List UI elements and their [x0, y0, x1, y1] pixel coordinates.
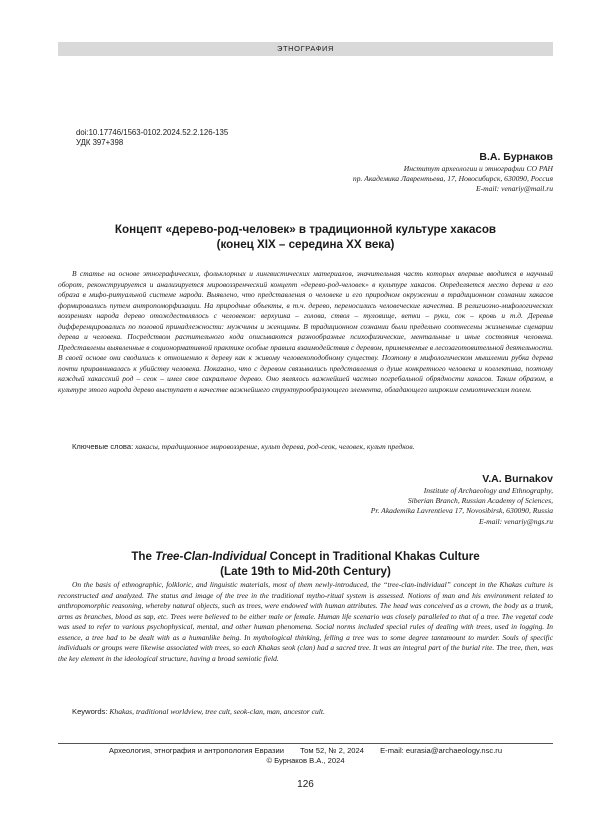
keywords-ru-text: хакасы, традиционное мировоззрение, культ дерева, род-сеок, человек, культ предков.: [135, 442, 415, 451]
udk: УДК 397+398: [76, 138, 124, 147]
title-en-line1: [60, 549, 551, 564]
doi: doi:10.17746/1563-0102.2024.52.2.126-135: [76, 128, 229, 137]
title-en-pre: The: [131, 550, 156, 563]
keywords-ru: [72, 442, 552, 452]
page-number: 126: [297, 779, 314, 790]
author-address-en: Pr. Akademika Lavrentieva 17, Novosibirsk, 630090, Russia: [370, 506, 553, 516]
title-en-italic: Tree-Clan-Individual: [155, 550, 267, 563]
author-affiliation-ru: Институт археологии и этнографии СО РАН: [403, 164, 553, 173]
footer-copyright: © Бурнаков В.А., 2024: [266, 756, 345, 765]
keywords-en-text: Khakas, traditional worldview, tree cult, seok-clan, man, ancestor cult.: [109, 707, 325, 716]
abstract-en: On the basis of ethnographic, folkloric, and linguistic materials, most of them newly-introduced, the “tree-clan-individual” concept in the Khakas culture is reconstructed and analyzed. The status and image of the tree in the traditional mytho-ritual system is assessed. Notions of man and his environment related to anthropomorphic reasoning, whereby natural objects, such as trees, were endowed with human attributes. The head was conceived as a crown, the body as a trunk, arms as branches, blood as sap, etc. Trees were believed to be either male or female. Human life scenario was closely paralleled to that of a tree. The vegetal code was used to refer to various psychophysical, mental, and other human phenomena. Social norms included special rules of dealing with trees, used in logging. In essence, a tree had to be dealt with as a humanlike being. In mythological thinking, felling a tree was to some degree tantamount to murder. Souls of specific individuals or groups were likewise associated with trees, so each Khakas seok (clan) had a sacred tree. It was an integral part of the burial rite. The tree, then, was the key element in the ideological structure, having a broad semiotic field.: [58, 580, 553, 663]
keywords-en-label: Keywords:: [72, 707, 108, 716]
author-email-ru: E-mail: venariy@mail.ru: [475, 184, 553, 194]
section-header: ЭТНОГРАФИЯ: [58, 42, 553, 56]
footer-volume: Том 52, № 2, 2024: [300, 746, 364, 755]
author-affiliation-en-1: Institute of Archaeology and Ethnography,: [423, 486, 553, 495]
article-title-ru: [60, 222, 551, 252]
author-email-en: E-mail: venariy@ngs.ru: [478, 516, 553, 526]
author-block-ru: [193, 150, 553, 195]
title-en-line2: (Late 19th to Mid-20th Century): [220, 565, 391, 578]
author-address-ru: пр. Академика Лаврентьева, 17, Новосибирск, 630090, Россия: [352, 174, 553, 184]
author-name-ru: В.А. Бурнаков: [479, 151, 553, 163]
footer-email: E-mail: eurasia@archaeology.nsc.ru: [380, 746, 503, 755]
author-name-en: V.A. Burnakov: [482, 473, 553, 485]
title-ru-line2: (конец XIX – середина XX века): [216, 238, 395, 251]
keywords-ru-label: Ключевые слова:: [72, 442, 134, 451]
title-en-post: Concept in Traditional Khakas Culture: [266, 550, 480, 563]
footer-divider: [58, 743, 553, 744]
footer-journal-line: [58, 746, 553, 756]
author-affiliation-en-2: Siberian Branch, Russian Academy of Sciences,: [407, 496, 553, 506]
author-block-en: [193, 472, 553, 527]
title-ru-line1: Концепт «дерево-род-человек» в традиционной культуре хакасов: [114, 223, 497, 236]
article-title-en: [60, 549, 551, 579]
article-meta: [76, 128, 228, 148]
keywords-en: [72, 707, 552, 717]
footer-journal: Археология, этнография и антропология Евразии: [108, 746, 284, 755]
abstract-ru: В статье на основе этнографических, фольклорных и лингвистических материалов, значительная часть которых впервые вводится в научный оборот, реконструируется и анализируется мировоззренческий концепт «дерево-род-человек» в культуре хакасов. Определяется место дерева и его образа в мифо-ритуальной системе народа. Выявлено, что представления о человеке и его природном окружении в традиционном сознании хакасов формировались путем антропоморфизации. На природные объекты, в т.ч. дерево, переносились человеческие качества. В религиозно-мифологических воззрениях народа дерево отождествлялось с человеком: верхушка – голова, ствол – туловище, ветки – руки, сок – кровь и т.д. Деревья дифференцировались по половой принадлежности: мужчины и женщины. В традиционном сознании были предельно соотнесены жизненные сценарии дерева и человека. Посредством растительного кода описываются разнообразные психофизические, ментальные и иные состояния человека. Представлены выявленные в соционормативной практике особые правила взаимодействия с деревом, применяемые в лесозаготовительной деятельности. В своей основе они сводились к отношению к дереву как к живому человекоподобному существу. Поэтому в мифологическом мышлении рубка дерева почти приравнивалась к убийству человека. Показано, что с деревом связывались представления о душе конкретного человека и коллектива, поэтому каждый хакасский род – сеок – имел свое сакральное дерево. Оно являлось важнейшей частью погребальной обрядности хакасов. Таким образом, в культуре этого народа дерево выступает в качестве важнейшего структурообразующего элемента, обладающего широким семиотическим полем.: [58, 269, 553, 394]
